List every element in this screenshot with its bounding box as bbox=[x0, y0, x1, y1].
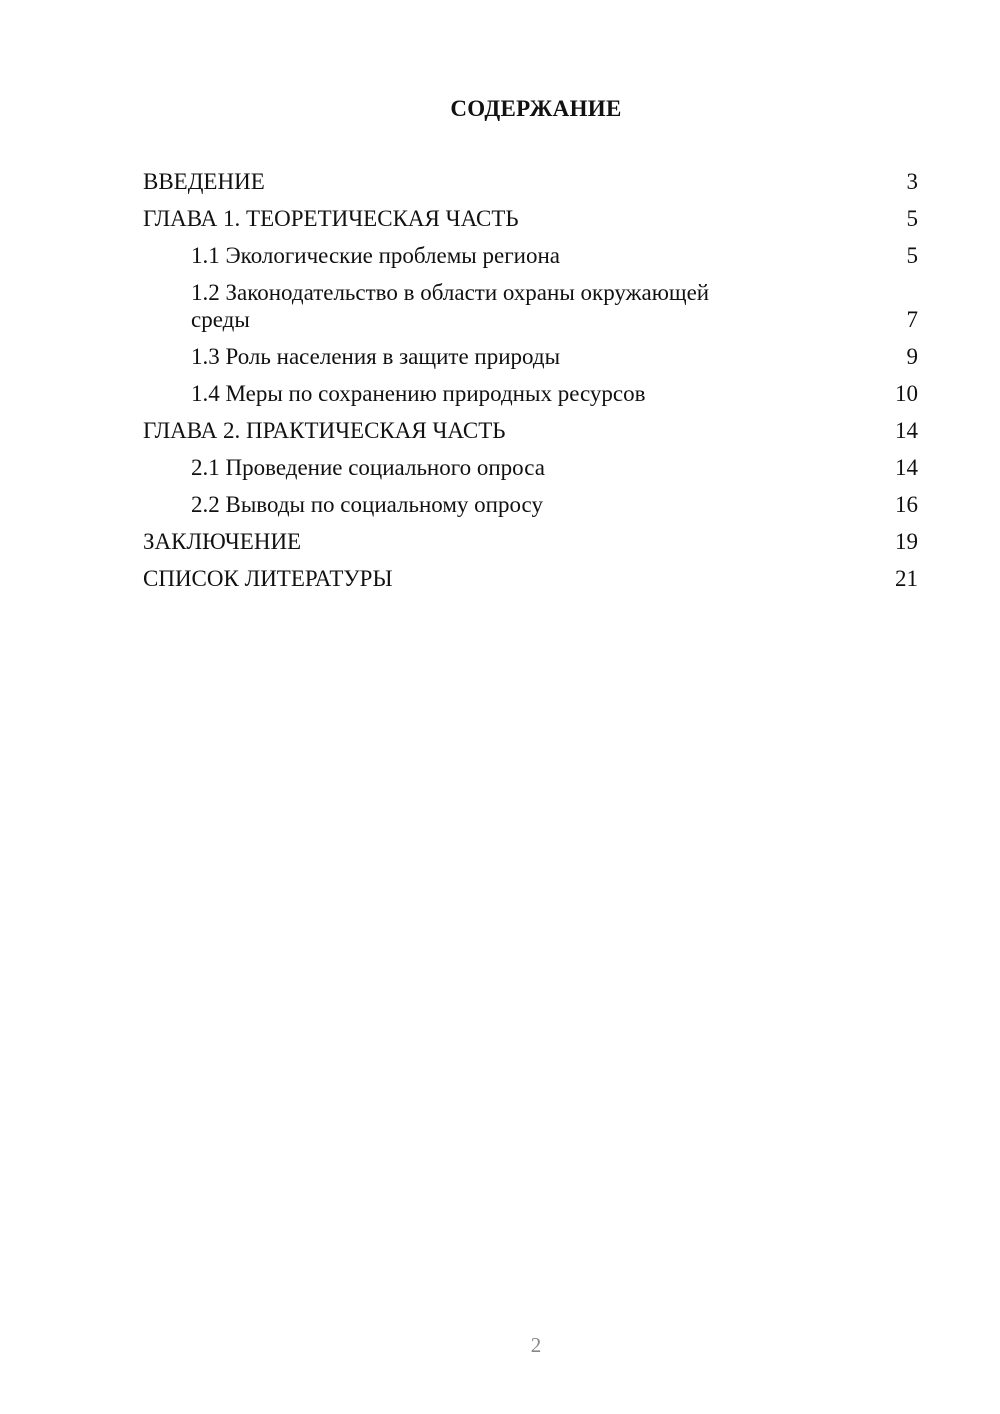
toc-entry-label: 1.1 Экологические проблемы региона bbox=[191, 243, 560, 268]
toc-entry-introduction bbox=[143, 168, 918, 195]
toc-entry-section-1-3 bbox=[143, 343, 918, 370]
toc-entry-page-number: 9 bbox=[906, 344, 918, 369]
toc-entry-label: ГЛАВА 1. ТЕОРЕТИЧЕСКАЯ ЧАСТЬ bbox=[143, 206, 519, 231]
toc-entry-references bbox=[143, 565, 918, 592]
toc-entry-section-1-1 bbox=[143, 242, 918, 269]
toc-entry-page-number: 14 bbox=[895, 455, 918, 480]
page-number: 2 bbox=[530, 1333, 542, 1357]
toc-entry-page-number: 10 bbox=[895, 381, 918, 406]
toc-entry-label: 2.1 Проведение социального опроса bbox=[191, 455, 545, 480]
page-title: СОДЕРЖАНИЕ bbox=[450, 96, 622, 121]
toc-entry-page-number: 16 bbox=[895, 492, 918, 517]
toc-entry-page-number: 14 bbox=[895, 418, 918, 443]
toc-entry-section-2-2 bbox=[143, 491, 918, 518]
toc-entry-page-number: 3 bbox=[906, 169, 918, 194]
toc-entry-conclusion bbox=[143, 528, 918, 555]
toc-entry-label: ВВЕДЕНИЕ bbox=[143, 169, 265, 194]
toc-entry-page-number: 5 bbox=[906, 243, 918, 268]
toc-entry-page-number: 5 bbox=[906, 206, 918, 231]
toc-entry-label: ЗАКЛЮЧЕНИЕ bbox=[143, 529, 302, 554]
toc-entry-label: 1.4 Меры по сохранению природных ресурсов bbox=[191, 381, 646, 406]
toc-entry-page-number: 7 bbox=[906, 307, 918, 332]
toc-entry-page-number: 19 bbox=[895, 529, 918, 554]
toc-entry-page-number: 21 bbox=[895, 566, 918, 591]
toc-entry-chapter-2 bbox=[143, 417, 918, 444]
toc-entry-label: 2.2 Выводы по социальному опросу bbox=[191, 492, 543, 517]
toc-entry-label: ГЛАВА 2. ПРАКТИЧЕСКАЯ ЧАСТЬ bbox=[143, 418, 506, 443]
toc-entry-section-1-2 bbox=[143, 279, 918, 333]
table-of-contents bbox=[143, 168, 918, 602]
toc-entry-chapter-1 bbox=[143, 205, 918, 232]
toc-entry-section-2-1 bbox=[143, 454, 918, 481]
toc-entry-label: 1.2 Законодательство в области охраны окружающей среды bbox=[191, 280, 710, 332]
toc-entry-label: 1.3 Роль населения в защите природы bbox=[191, 344, 561, 369]
toc-entry-label: СПИСОК ЛИТЕРАТУРЫ bbox=[143, 566, 393, 591]
toc-entry-section-1-4 bbox=[143, 380, 918, 407]
